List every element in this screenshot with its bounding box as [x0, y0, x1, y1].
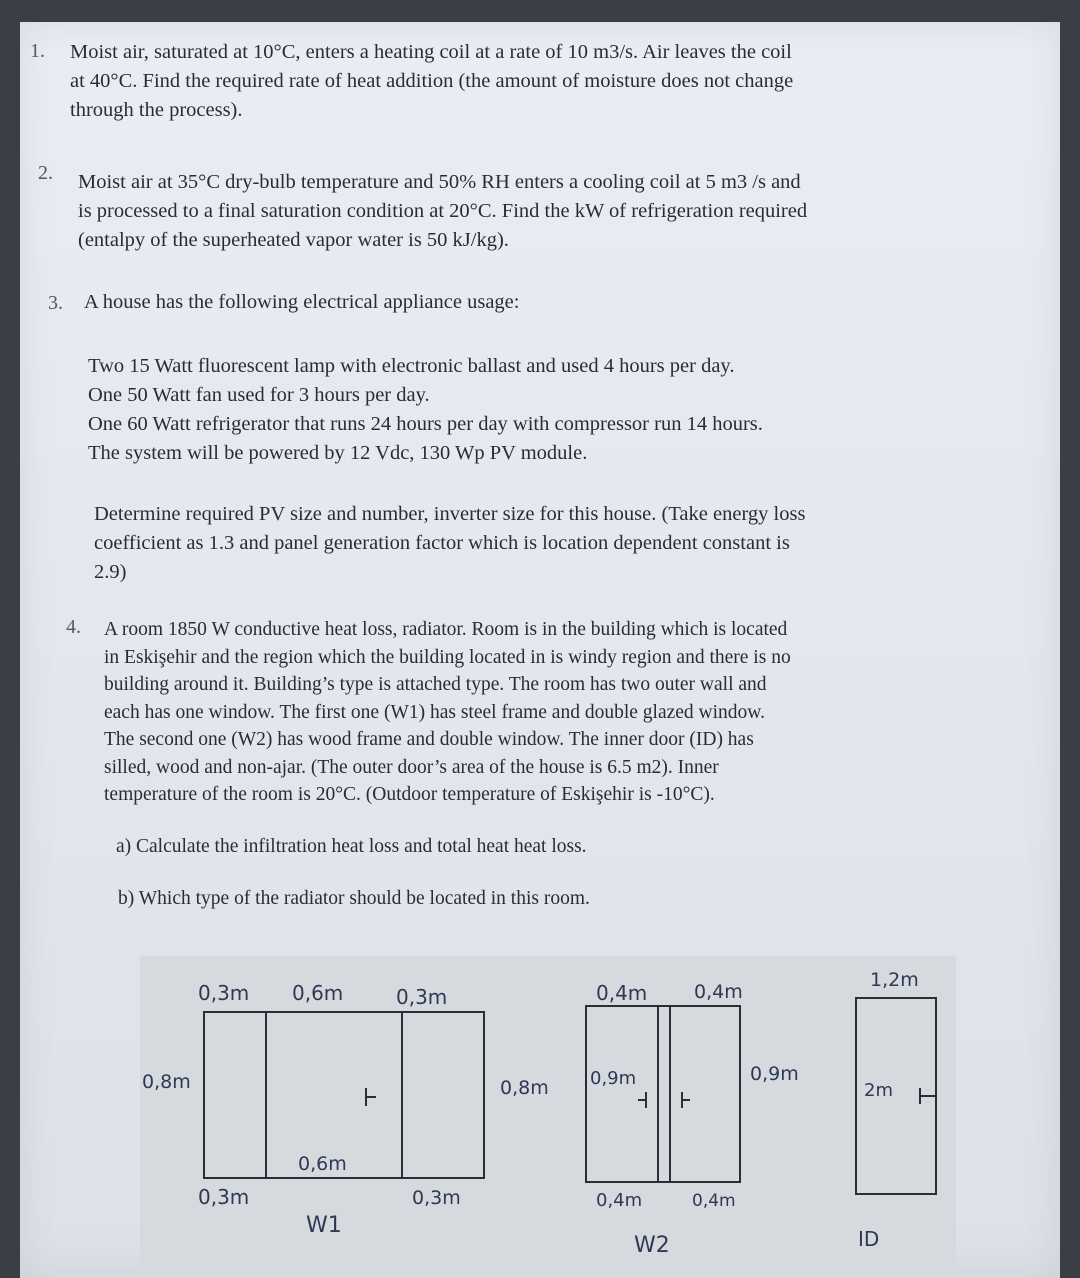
- q3-task-line: coefficient as 1.3 and panel generation factor which is location dependent constant is: [94, 532, 790, 554]
- diagram-svg: [140, 956, 956, 1276]
- q3-task: [94, 500, 805, 587]
- w2-bottom-label: 0,4m: [596, 1190, 643, 1211]
- id-top-label: 1,2m: [870, 969, 919, 991]
- usage-item: Two 15 Watt fluorescent lamp with electronic ballast and used 4 hours per day.: [88, 355, 735, 377]
- w1-left-label: 0,8m: [142, 1071, 191, 1093]
- usage-item: One 60 Watt refrigerator that runs 24 hours per day with compressor run 14 hours.: [88, 413, 763, 435]
- q3-number: 3.: [48, 292, 63, 314]
- q3-task-line: 2.9): [94, 561, 127, 583]
- window-door-diagram: [140, 956, 956, 1276]
- w2-right-label: 0,9m: [750, 1063, 799, 1085]
- w2-top-label: 0,4m: [694, 981, 743, 1003]
- q3-line: A house has the following electrical appliance usage:: [84, 291, 520, 313]
- id-label: ID: [858, 1227, 880, 1251]
- q2-line: is processed to a final saturation condition at 20°C. Find the kW of refrigeration required: [78, 200, 808, 222]
- q4-part-a: a) Calculate the infiltration heat loss and total heat heat loss.: [116, 836, 587, 857]
- q2-line: (entalpy of the superheated vapor water is 50 kJ/kg).: [78, 229, 509, 251]
- q4-line: in Eskişehir and the region which the building located in is windy region and there is no: [104, 646, 791, 668]
- question-1: [70, 38, 793, 125]
- w1-label: W1: [306, 1213, 342, 1238]
- w1-bottom-label: 0,3m: [198, 1185, 250, 1209]
- document-page: [20, 22, 1060, 1278]
- id-side-label: 2m: [864, 1080, 893, 1101]
- question-2: [78, 168, 807, 255]
- q4-part-b: b) Which type of the radiator should be located in this room.: [118, 888, 590, 909]
- q2-number: 2.: [38, 162, 53, 184]
- w1-bottom-label: 0,3m: [412, 1187, 461, 1209]
- w1-top-label: 0,3m: [198, 981, 250, 1005]
- q1-number: 1.: [30, 40, 45, 62]
- w1-right-label: 0,8m: [500, 1077, 549, 1099]
- w2-top-label: 0,4m: [596, 981, 648, 1005]
- w1-bottom-label: 0,6m: [298, 1153, 347, 1175]
- w1-top-label: 0,6m: [292, 981, 344, 1005]
- w1-top-label: 0,3m: [396, 985, 448, 1009]
- q2-line: Moist air at 35°C dry-bulb temperature and 50% RH enters a cooling coil at 5 m3 /s and: [78, 171, 801, 193]
- q4-line: A room 1850 W conductive heat loss, radiator. Room is in the building which is located: [104, 619, 788, 640]
- q4-line: temperature of the room is 20°C. (Outdoor temperature of Eskişehir is -10°C).: [104, 784, 715, 805]
- q3-task-line: Determine required PV size and number, inverter size for this house. (Take energy loss: [94, 503, 806, 525]
- q4-line: building around it. Building’s type is attached type. The room has two outer wall and: [104, 674, 767, 695]
- q1-line: Moist air, saturated at 10°C, enters a heating coil at a rate of 10 m3/s. Air leaves the coil: [70, 41, 792, 63]
- q4-line: The second one (W2) has wood frame and double window. The inner door (ID) has: [104, 729, 754, 750]
- usage-item: One 50 Watt fan used for 3 hours per day.: [88, 384, 430, 406]
- w2-label: W2: [634, 1233, 670, 1258]
- q1-line: at 40°C. Find the required rate of heat addition (the amount of moisture does not change: [70, 70, 794, 92]
- question-4: [104, 616, 791, 809]
- q1-line: through the process).: [70, 99, 243, 121]
- w2-left-label: 0,9m: [590, 1068, 637, 1089]
- q4-line: silled, wood and non-ajar. (The outer door’s area of the house is 6.5 m2). Inner: [104, 756, 719, 778]
- usage-item: The system will be powered by 12 Vdc, 130 Wp PV module.: [88, 442, 588, 464]
- w2-bottom-label: 0,4m: [692, 1191, 736, 1211]
- q4-number: 4.: [66, 616, 81, 638]
- q3-usage-list: [88, 352, 763, 468]
- q4-line: each has one window. The first one (W1) has steel frame and double glazed window.: [104, 701, 765, 723]
- w2-window-drawing: [586, 1006, 740, 1182]
- question-3: [84, 288, 519, 317]
